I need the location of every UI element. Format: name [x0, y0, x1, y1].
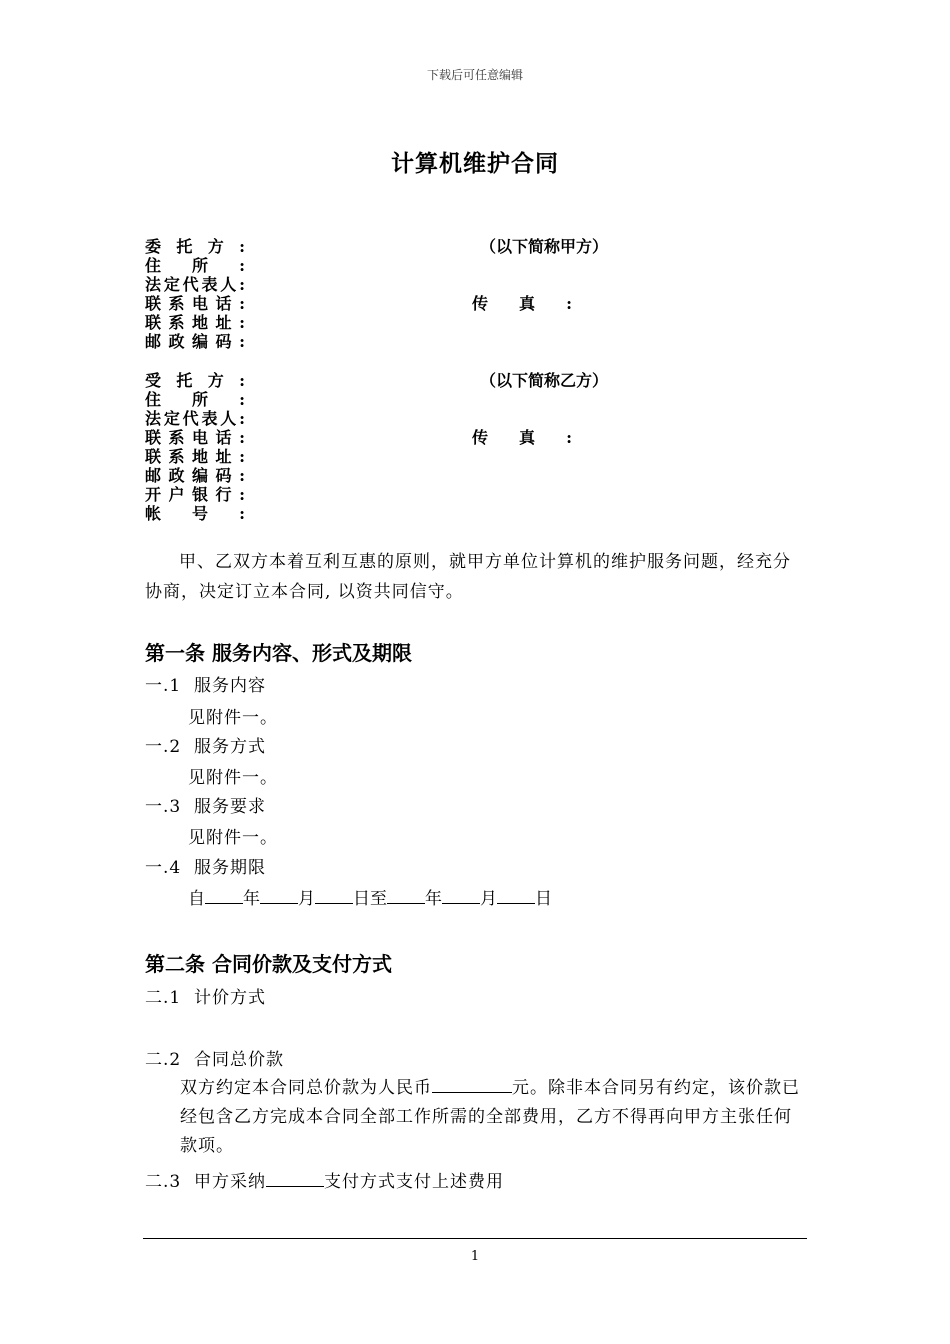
item-number: 一.2	[145, 737, 182, 757]
article-2-heading: 第二条 合同价款及支付方式	[145, 952, 392, 976]
party-a-rep-row	[145, 275, 245, 294]
intro-paragraph: 甲、乙双方本着互利互惠的原则，就甲方单位计算机的维护服务问题，经充分协商，决定订立本合同, 以资共同信守。	[145, 552, 791, 602]
party-a-contact-addr-label: 联系地址:	[145, 313, 245, 332]
article-1-item-1-text: 见附件一。	[188, 708, 278, 728]
party-b-address-row	[145, 390, 245, 409]
party-a-note: （以下简称甲方）	[480, 237, 609, 256]
period-to: 至	[370, 889, 387, 909]
party-b-account-label: 帐号:	[145, 504, 245, 523]
party-b-fax	[472, 428, 572, 447]
article-1-item-3	[145, 792, 266, 817]
party-a-phone-label: 联系电话:	[145, 294, 245, 313]
article-1-item-3-text: 见附件一。	[188, 828, 278, 848]
party-a-postcode-label: 邮政编码:	[145, 332, 245, 351]
period-blank	[387, 887, 425, 904]
service-period-line	[188, 884, 552, 909]
period-month: 月	[298, 889, 315, 909]
article-1-item-1	[145, 671, 266, 696]
party-b-contact-addr-row	[145, 447, 245, 466]
item-number: 二.3	[145, 1172, 182, 1192]
party-a-address-row	[145, 256, 245, 275]
party-a-entrust-row	[145, 237, 245, 256]
party-a-fax	[472, 294, 572, 313]
price-post: 元。除非本合同另有约定，该价款已经包含乙方完成本合同全部工作所需的全部费用，乙方不得再向甲方主张任何款项。	[180, 1078, 800, 1156]
party-b-postcode-row	[145, 466, 245, 485]
article-1-heading: 第一条 服务内容、形式及期限	[145, 641, 412, 665]
period-day: 日	[353, 889, 370, 909]
party-b-phone-label: 联系电话:	[145, 428, 245, 447]
item-label: 服务期限	[194, 858, 267, 878]
item-number: 一.1	[145, 676, 182, 696]
article-2-item-2	[145, 1045, 284, 1070]
party-b-fax-label: 传真:	[472, 428, 572, 447]
party-b-entrust-label: 受托方:	[145, 371, 245, 390]
party-b-account-row	[145, 504, 245, 523]
period-from: 自	[188, 889, 205, 909]
party-b-bank-label: 开户银行:	[145, 485, 245, 504]
article-1-item-2-text: 见附件一。	[188, 768, 278, 788]
party-b-contact-addr-label: 联系地址:	[145, 447, 245, 466]
party-a-phone-row	[145, 294, 245, 313]
party-a-entrust-label: 委托方:	[145, 237, 245, 256]
party-b-rep-label: 法定代表人:	[145, 409, 245, 428]
period-blank	[205, 887, 243, 904]
price-pre: 双方约定本合同总价款为人民币	[180, 1078, 432, 1098]
party-b-entrust-row	[145, 371, 245, 390]
party-a-address-label: 住所:	[145, 256, 245, 275]
article-2-item-1	[145, 983, 266, 1008]
item-label: 服务内容	[194, 676, 267, 696]
header-note: 下载后可任意编辑	[426, 68, 523, 82]
party-b-postcode-label: 邮政编码:	[145, 466, 245, 485]
payment-blank	[266, 1170, 324, 1187]
item-number: 二.1	[145, 988, 182, 1008]
item-number: 二.2	[145, 1050, 182, 1070]
party-b-note: （以下简称乙方）	[480, 371, 609, 390]
article-2-item-3	[145, 1167, 504, 1192]
period-year: 年	[243, 889, 260, 909]
period-blank	[260, 887, 298, 904]
page-number: 1	[470, 1249, 480, 1264]
total-price-paragraph	[180, 1074, 805, 1161]
party-a-postcode-row	[145, 332, 245, 351]
item-number: 一.4	[145, 858, 182, 878]
document-title: 计算机维护合同	[391, 150, 559, 177]
item-label: 服务方式	[194, 737, 267, 757]
footer-rule	[143, 1238, 807, 1239]
period-blank	[442, 887, 480, 904]
party-b-bank-row	[145, 485, 245, 504]
party-a-contact-addr-row	[145, 313, 245, 332]
party-b-address-label: 住所:	[145, 390, 245, 409]
price-blank	[432, 1076, 512, 1093]
period-blank	[497, 887, 535, 904]
period-day: 日	[535, 889, 552, 909]
payment-post: 支付方式支付上述费用	[324, 1172, 505, 1192]
article-1-item-2	[145, 732, 266, 757]
item-label: 合同总价款	[194, 1050, 285, 1070]
item-label: 计价方式	[194, 988, 267, 1008]
item-number: 一.3	[145, 797, 182, 817]
party-b-rep-row	[145, 409, 245, 428]
party-a-rep-label: 法定代表人:	[145, 275, 245, 294]
period-year: 年	[425, 889, 442, 909]
period-blank	[315, 887, 353, 904]
item-label: 服务要求	[194, 797, 267, 817]
payment-pre: 甲方采纳	[194, 1172, 267, 1192]
party-b-phone-row	[145, 428, 245, 447]
party-a-fax-label: 传真:	[472, 294, 572, 313]
article-1-item-4	[145, 853, 266, 878]
period-month: 月	[480, 889, 497, 909]
